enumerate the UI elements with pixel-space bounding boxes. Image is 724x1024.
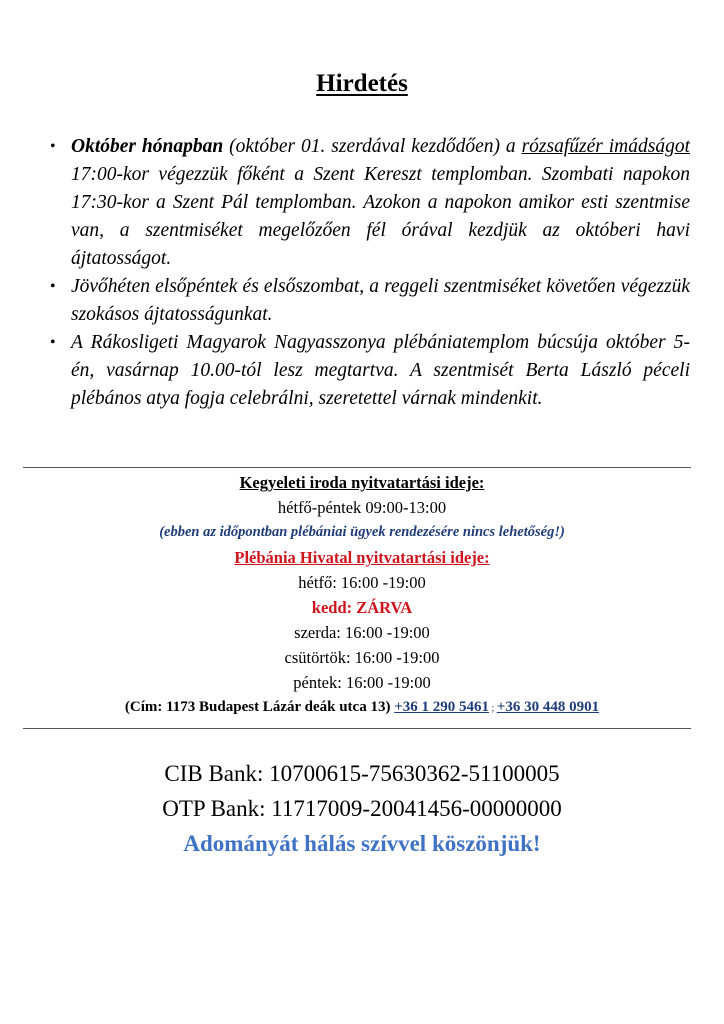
announcement-text: A Rákosligeti Magyarok Nagyasszonya plébániatemplom búcsúja október 5-én, vasárnap 10.00-tól lesz megtartva. A szentmisét Berta László péceli plébános atya fogja celebrálni, szeretettel várnak mindenkit.: [71, 332, 690, 409]
parish-office-heading: Plébánia Hivatal nyitvatartási ideje:: [234, 548, 490, 567]
announcement-underlined: rózsafűzér imádságot: [521, 136, 690, 157]
bullet-icon: •: [50, 138, 56, 155]
announcement-item: [48, 273, 690, 329]
otp-bank-account: OTP Bank: 11717009-20041456-00000000: [162, 796, 562, 821]
phone-link-1[interactable]: +36 1 290 5461: [394, 699, 490, 715]
office-hours: hétfő-péntek 09:00-13:00: [277, 498, 447, 517]
hours-thursday: csütörtök: 16:00 -19:00: [284, 648, 440, 667]
divider-top: [23, 467, 691, 468]
cib-bank-account: CIB Bank: 10700615-75630362-51100005: [164, 761, 560, 786]
thanks-message: Adományát hálás szívvel köszönjük!: [183, 831, 541, 856]
office-hours-section: [0, 470, 724, 720]
announcement-text: Jövőhéten elsőpéntek és elsőszombat, a reggeli szentmiséket követően végezzük szokásos ájtatosságunkat.: [71, 276, 690, 325]
bullet-icon: •: [50, 334, 56, 351]
address-close: ): [385, 699, 395, 715]
hours-monday: hétfő: 16:00 -19:00: [298, 573, 426, 592]
bank-section: [0, 756, 724, 861]
hours-tuesday: kedd: ZÁRVA: [311, 598, 413, 617]
bullet-icon: •: [50, 278, 56, 295]
office-note: (ebben az időpontban plébániai ügyek rendezésére nincs lehetőség!): [159, 524, 565, 540]
announcement-text: 17:00-kor végezzük főként a Szent Kereszt templomban. Szombati napokon 17:30-kor a Szent Pál templomban. Azokon a napokon amikor esti szentmise van, a szentmiséket megelőzően fél órával kezdjük az októberi havi ájtatosságot.: [71, 164, 690, 269]
announcement-item: [48, 329, 690, 413]
hours-friday: péntek: 16:00 -19:00: [293, 673, 431, 692]
announcement-lead: Október hónapban: [71, 136, 224, 157]
address-line: [0, 695, 724, 720]
announcement-text: (október 01. szerdával kezdődően) a: [223, 136, 522, 157]
office-heading: Kegyeleti iroda nyitvatartási ideje:: [239, 473, 485, 492]
phone-link-2[interactable]: +36 30 448 0901: [496, 699, 600, 715]
address-open: (: [124, 699, 130, 715]
hours-wednesday: szerda: 16:00 -19:00: [294, 623, 430, 642]
divider-bottom: [23, 728, 691, 729]
address-text: Cím: 1173 Budapest Lázár deák utca 13: [129, 699, 386, 715]
announcement-list: [48, 133, 690, 413]
phone-separator: ;: [489, 703, 497, 714]
page-title: Hirdetés: [316, 70, 408, 97]
announcement-item: [48, 133, 690, 273]
